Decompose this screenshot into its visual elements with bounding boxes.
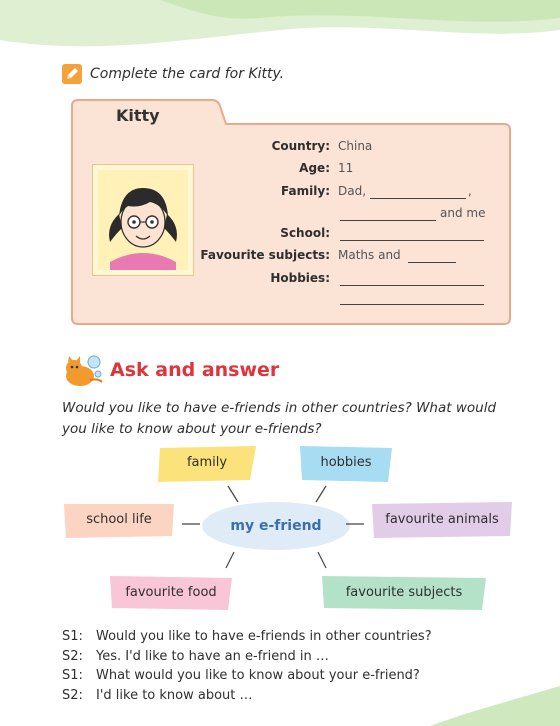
card-fields [70,98,512,326]
question-text: Would you like to have e-friends in other countries? What would you like to know about your e-friends? [62,400,497,437]
country-label: Country: [271,139,330,153]
connector-family [228,486,238,502]
school-blank[interactable] [340,240,484,241]
favourite-food-label-node: favourite food [125,585,217,600]
dialogue-text: Would you like to have e-friends in other countries? [96,629,432,644]
instruction [62,64,284,84]
dialogue-text: I'd like to know about … [96,687,253,703]
connector-hobbies [316,486,326,502]
speaker-label: S2: [62,648,83,664]
family-and-me: and me [440,206,486,220]
speaker-label: S1: [62,629,83,644]
dialogue-text: What would you like to know about your e-friend? [96,668,420,683]
bottom-decorative-wave [430,686,560,726]
dialogue-line [62,627,432,647]
family-comma: , [468,184,472,198]
favourite-subjects-value: Maths and [338,248,401,262]
family-label: Family: [281,184,330,198]
center-label: my e-friend [230,518,322,534]
school-label: School: [280,226,330,240]
family-blank-2[interactable] [340,220,436,221]
dialogue [62,627,432,705]
dialogue-text: Yes. I'd like to have an e-friend in … [96,648,329,664]
hobbies-blank-1[interactable] [340,285,484,286]
dialogue-line [62,686,432,706]
favourite-subjects-label-node: favourite subjects [345,585,463,600]
age-label: Age: [299,161,330,175]
connector-favourite-food [226,552,234,568]
school-life-label-node: school life [86,512,152,527]
age-value: 11 [338,161,354,175]
hobbies-blank-2[interactable] [340,304,484,305]
hobbies-label: Hobbies: [270,271,330,285]
section-title: Ask and answer [110,359,280,381]
hobbies-label-node: hobbies [320,455,372,470]
speaker-label: S1: [62,668,83,683]
connector-favourite-subjects [318,552,326,568]
dialogue-line [62,666,432,686]
family-value: Dad, [338,184,367,198]
section-heading [60,352,279,388]
speaker-label: S2: [62,687,83,703]
profile-card [70,98,512,326]
card-name: Kitty [116,106,160,125]
pencil-icon [62,64,82,84]
favourite-subjects-label: Favourite subjects: [200,248,330,262]
family-label-node: family [186,455,228,470]
family-blank-1[interactable] [370,198,466,199]
cat-mascot-icon [60,352,104,388]
top-decorative-wave [0,0,560,70]
dialogue-line [62,647,432,667]
subjects-blank[interactable] [408,262,456,263]
favourite-animals-label-node: favourite animals [385,512,499,527]
instruction-text: Complete the card for Kitty. [90,66,285,82]
country-value: China [338,139,373,153]
